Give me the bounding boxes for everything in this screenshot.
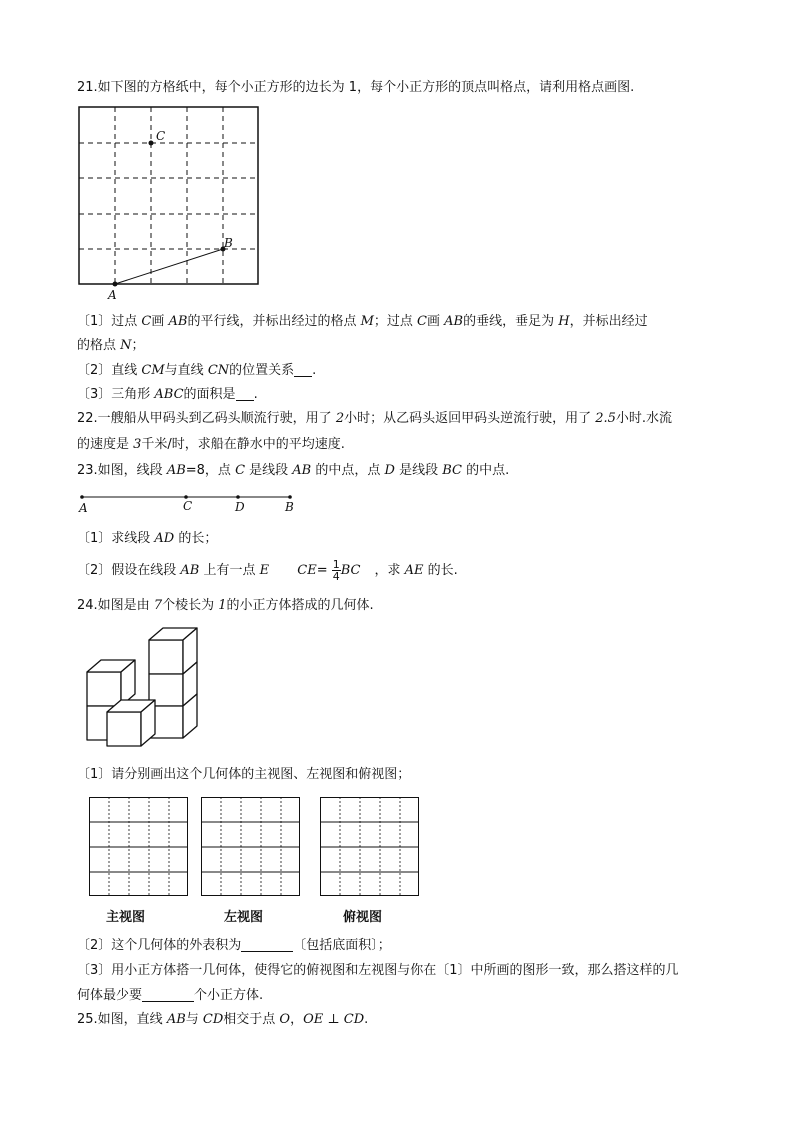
q24-caption-front-view: 主视图 — [106, 910, 146, 925]
q21-grid-figure — [78, 106, 260, 288]
q21-label-a: A — [108, 288, 117, 302]
q21-label-c: C — [156, 129, 166, 143]
q24-cubes-figure — [85, 626, 205, 748]
q21-part2: 〔2〕直线 CM与直线 CN的位置关系 . — [77, 363, 317, 378]
q24-part3-blank[interactable] — [142, 987, 194, 1002]
q23-stem: 23.如图，线段 AB=8，点 C 是线段 AB 的中点，点 D 是线段 BC 的中点. — [77, 463, 510, 478]
q24-part3-line2: 何体最少要 个小正方体. — [77, 988, 264, 1003]
q21-part3: 〔3〕三角形 ABC的面积是 . — [77, 387, 258, 402]
q23-part2: 〔2〕假设在线段 AB 上有一点 E CE= $\frac{1}{4}$ BC ，求 AE 的长. — [77, 558, 458, 583]
q22-line1: 22.一艘船从甲码头到乙码头顺流行驶，用了 2小时；从乙码头返回甲码头逆流行驶，用了 2.5小时.水流 — [77, 411, 673, 426]
q24-left-view-grid[interactable] — [201, 797, 301, 897]
q21-stem: 21.如下图的方格纸中，每个小正方形的边长为 1，每个小正方形的顶点叫格点，请利用格点画图. — [77, 80, 635, 95]
q24-part2: 〔2〕这个几何体的外表积为 〔包括底面积〕； — [77, 938, 391, 953]
q23-part1: 〔1〕求线段 AD 的长； — [77, 531, 218, 546]
q21-part3-blank[interactable] — [236, 386, 254, 401]
q24-caption-left-view: 左视图 — [224, 910, 264, 925]
q23-label-a: A — [79, 501, 88, 515]
q21-part1-line1: 〔1〕过点 C画 AB的平行线，并标出经过的格点 M；过点 C画 AB的垂线，垂足为 H，并标出经过 — [77, 314, 648, 329]
q24-part2-blank[interactable] — [241, 937, 293, 952]
q24-top-view-grid[interactable] — [320, 797, 420, 897]
q23-label-d: D — [235, 500, 245, 514]
q21-part2-blank[interactable] — [294, 362, 312, 377]
q22-line2: 的速度是 3千米/时，求船在静水中的平均速度. — [77, 437, 345, 452]
q21-label-b: B — [224, 236, 233, 250]
q24-part1: 〔1〕请分别画出这个几何体的主视图、左视图和俯视图； — [77, 767, 411, 782]
q24-part3-line1: 〔3〕用小正方体搭一几何体，使得它的俯视图和左视图与你在〔1〕中所画的图形一致，那么搭这样的几 — [77, 963, 679, 978]
q25-stem: 25.如图，直线 AB与 CD相交于点 O，OE ⊥ CD. — [77, 1012, 369, 1027]
q21-part1-line2: 的格点 N； — [77, 338, 145, 353]
q23-label-b: B — [285, 500, 294, 514]
q24-caption-top-view: 俯视图 — [343, 910, 383, 925]
q24-stem: 24.如图是由 7个棱长为 1的小正方体搭成的几何体. — [77, 598, 374, 613]
q24-front-view-grid[interactable] — [89, 797, 189, 897]
q23-label-c: C — [183, 499, 193, 513]
q23-fraction: $\frac{1}{4}$ — [332, 558, 340, 583]
